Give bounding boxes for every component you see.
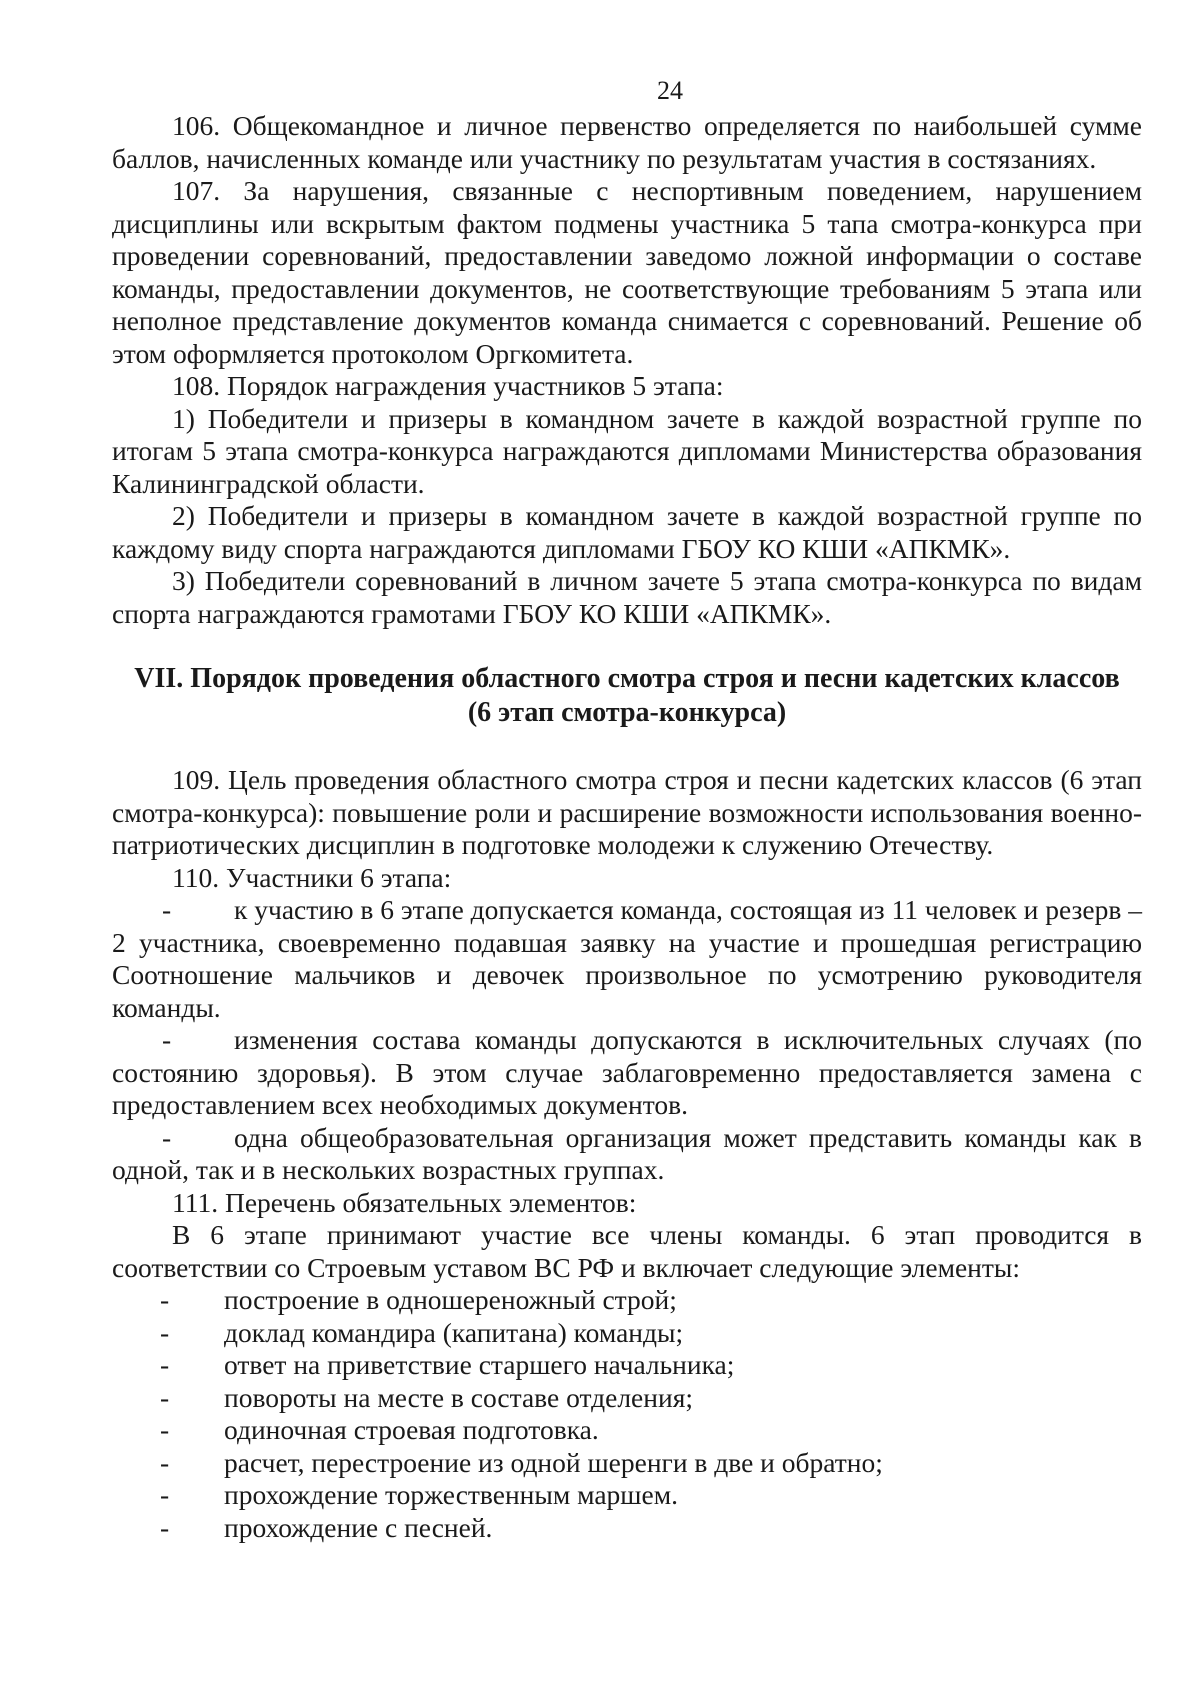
paragraph-110: 110. Участники 6 этапа: bbox=[172, 861, 452, 893]
page-number: 24 bbox=[657, 76, 683, 105]
list-item bbox=[112, 1447, 1142, 1480]
list-dash: - bbox=[160, 1284, 170, 1315]
list-dash: - bbox=[160, 1349, 170, 1380]
paragraph-111-intro: В 6 этапе принимают участие все члены команды. 6 этап проводится в соответствии со Строевым уставом ВС РФ и включает следующие элементы: bbox=[112, 1219, 1142, 1283]
participant-rule-1 bbox=[112, 894, 1142, 1024]
list-item-text: доклад командира (капитана) команды; bbox=[224, 1316, 684, 1348]
participant-rule-3 bbox=[112, 1122, 1142, 1187]
list-item-text: расчет, перестроение из одной шеренги в две и обратно; bbox=[224, 1446, 883, 1478]
list-dash: - bbox=[160, 1316, 170, 1348]
participant-rule-text: одна общеобразовательная организация может представить команды как в одной, так и в нескольких возрастных группах. bbox=[112, 1121, 1142, 1185]
paragraph-108: 108. Порядок награждения участников 5 этапа: bbox=[172, 370, 724, 401]
list-item-text: повороты на месте в составе отделения; bbox=[224, 1381, 693, 1413]
list-item bbox=[112, 1479, 1142, 1512]
list-dash: - bbox=[160, 1414, 170, 1445]
paragraph-109: 109. Цель проведения областного смотра строя и песни кадетских классов (6 этап смотра-конкурса): повышение роли и расширение возможности использования военно-патриотических дисциплин в подготовке молодежи к служению Отечеству. bbox=[112, 764, 1142, 860]
list-item-text: прохождение с песней. bbox=[224, 1511, 493, 1543]
paragraph-107: 107. За нарушения, связанные с неспортивным поведением, нарушением дисциплины или вскрытым фактом подмены участника 5 тапа смотра-конкурса при проведении соревнований, предоставлении заведомо ложной информации о составе команды, предоставлении документов, не соответствующие требованиям 5 этапа или неполное представление документов команда снимается с соревнований. Решение об этом оформляется протоколом Оргкомитета. bbox=[112, 175, 1142, 369]
list-item-text: одиночная строевая подготовка. bbox=[224, 1414, 599, 1445]
list-dash: - bbox=[160, 1446, 170, 1478]
document-body bbox=[112, 110, 1142, 1544]
list-dash: - bbox=[160, 1381, 170, 1413]
list-item bbox=[112, 1317, 1142, 1350]
paragraph-108-item-2: 2) Победители и призеры в командном зачете в каждой возрастной группе по каждому виду спорта награждаются дипломами ГБОУ КО КШИ «АПКМК». bbox=[112, 500, 1142, 564]
list-dash: - bbox=[160, 1511, 170, 1543]
participant-rule-2 bbox=[112, 1024, 1142, 1122]
paragraph-111: 111. Перечень обязательных элементов: bbox=[172, 1186, 637, 1218]
section-heading-line-2: (6 этап смотра-конкурса) bbox=[467, 697, 787, 728]
paragraph-108-item-3: 3) Победители соревнований в личном зачете 5 этапа смотра-конкурса по видам спорта награждаются грамотами ГБОУ КО КШИ «АПКМК». bbox=[112, 565, 1142, 629]
paragraph-108-item-1: 1) Победители и призеры в командном зачете в каждой возрастной группе по итогам 5 этапа смотра-конкурса награждаются дипломами Министерства образования Калининградской области. bbox=[112, 402, 1142, 499]
list-dash: - bbox=[162, 1121, 172, 1153]
list-item bbox=[112, 1284, 1142, 1317]
list-dash: - bbox=[162, 894, 172, 925]
list-item-text: ответ на приветствие старшего начальника; bbox=[224, 1349, 735, 1380]
list-item bbox=[112, 1414, 1142, 1447]
list-item-text: прохождение торжественным маршем. bbox=[224, 1479, 678, 1510]
mandatory-elements-list bbox=[112, 1284, 1142, 1544]
list-item bbox=[112, 1512, 1142, 1545]
list-item-text: построение в одношереножный строй; bbox=[224, 1284, 677, 1315]
paragraph-106: 106. Общекомандное и личное первенство определяется по наибольшей сумме баллов, начисленных команде или участнику по результатам участия в состязаниях. bbox=[112, 110, 1142, 174]
section-heading-line-1: VII. Порядок проведения областного смотра строя и песни кадетских классов bbox=[134, 663, 1120, 694]
list-dash: - bbox=[160, 1479, 170, 1510]
participant-rule-text: к участию в 6 этапе допускается команда, состоящая из 11 человек и резерв – 2 участника, своевременно подавшая заявку на участие и прошедшая регистрацию Соотношение мальчиков и девочек произвольное по усмотрению руководителя команды. bbox=[112, 894, 1142, 1023]
participant-rule-text: изменения состава команды допускаются в исключительных случаях (по состоянию здоровья). В этом случае заблаговременно предоставляется замена с предоставлением всех необходимых документов. bbox=[112, 1024, 1142, 1120]
list-item bbox=[112, 1382, 1142, 1415]
list-dash: - bbox=[162, 1024, 172, 1055]
list-item bbox=[112, 1349, 1142, 1382]
section-heading bbox=[112, 662, 1142, 730]
